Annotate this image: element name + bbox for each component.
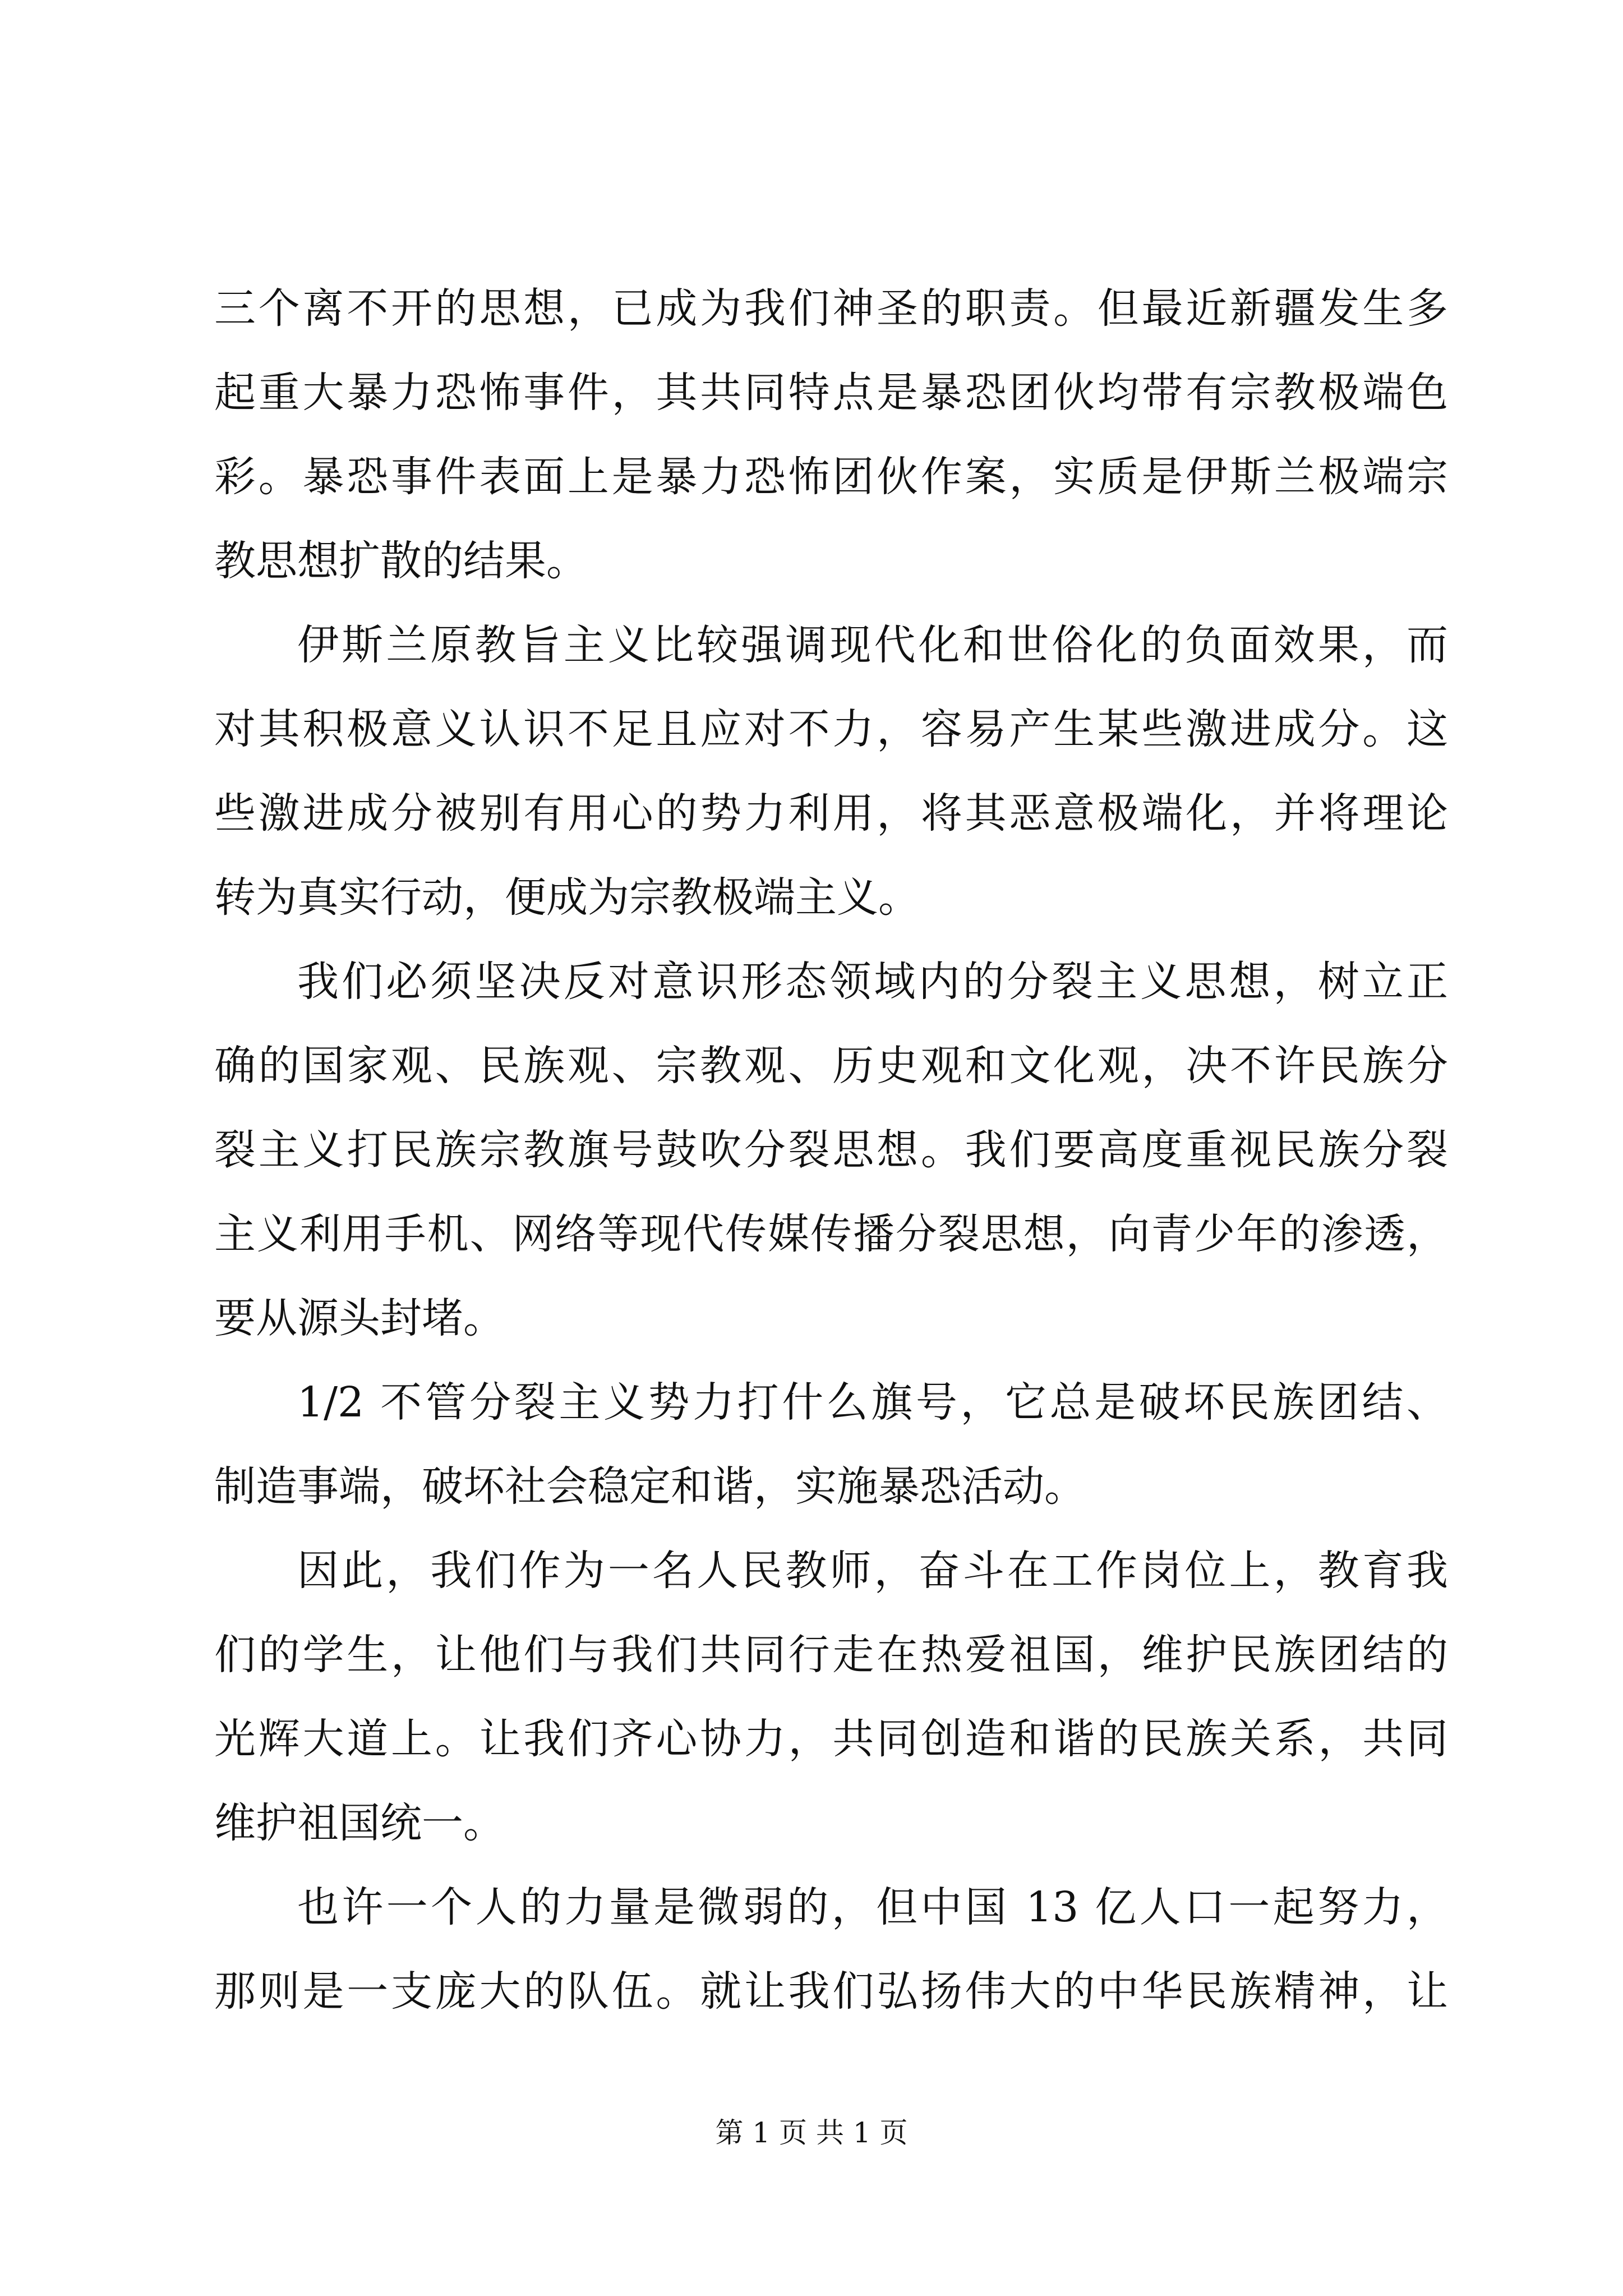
paragraph-line: 裂主义打民族宗教旗号鼓吹分裂思想。我们要高度重视民族分裂 [214,1126,1448,1174]
paragraph-2 [214,603,1448,940]
paragraph-line: 1/2 不管分裂主义势力打什么旗号，它总是破坏民族团结、 [297,1378,1448,1427]
document-body [214,266,1448,2033]
paragraph-1 [214,266,1448,603]
paragraph-line: 教思想扩散的结果。 [214,537,588,585]
paragraph-line: 因此，我们作为一名人民教师，奋斗在工作岗位上，教育我 [297,1547,1448,1595]
paragraph-3 [214,940,1448,1360]
paragraph-line: 制造事端，破坏社会稳定和谐，实施暴恐活动。 [214,1462,1086,1511]
paragraph-line: 们的学生，让他们与我们共同行走在热爱祖国，维护民族团结的 [214,1631,1448,1679]
paragraph-6 [214,1865,1448,2033]
paragraph-line: 伊斯兰原教旨主义比较强调现代化和世俗化的负面效果，而 [297,621,1448,669]
paragraph-line: 确的国家观、民族观、宗教观、历史观和文化观，决不许民族分 [214,1042,1448,1090]
paragraph-line: 也许一个人的力量是微弱的，但中国 13 亿人口一起努力， [297,1883,1448,1931]
paragraph-line: 我们必须坚决反对意识形态领域内的分裂主义思想，树立正 [297,958,1448,1006]
paragraph-line: 主义利用手机、网络等现代传媒传播分裂思想，向青少年的渗透， [214,1210,1448,1258]
paragraph-line: 转为真实行动，便成为宗教极端主义。 [214,873,920,922]
paragraph-line: 三个离不开的思想，已成为我们神圣的职责。但最近新疆发生多 [214,284,1448,333]
paragraph-line: 起重大暴力恐怖事件，其共同特点是暴恐团伙均带有宗教极端色 [214,369,1448,417]
paragraph-line: 些激进成分被别有用心的势力利用，将其恶意极端化，并将理论 [214,789,1448,838]
paragraph-4 [214,1360,1448,1529]
paragraph-line: 光辉大道上。让我们齐心协力，共同创造和谐的民族关系，共同 [214,1715,1448,1763]
paragraph-line: 对其积极意义认识不足且应对不力，容易产生某些激进成分。这 [214,705,1448,753]
page-number-footer: 第 1 页 共 1 页 [715,2116,908,2149]
paragraph-line: 维护祖国统一。 [214,1799,505,1847]
paragraph-line: 要从源头封堵。 [214,1294,505,1342]
paragraph-5 [214,1529,1448,1865]
paragraph-line: 那则是一支庞大的队伍。就让我们弘扬伟大的中华民族精神，让 [214,1967,1448,2016]
paragraph-line: 彩。暴恐事件表面上是暴力恐怖团伙作案，实质是伊斯兰极端宗 [214,453,1448,501]
